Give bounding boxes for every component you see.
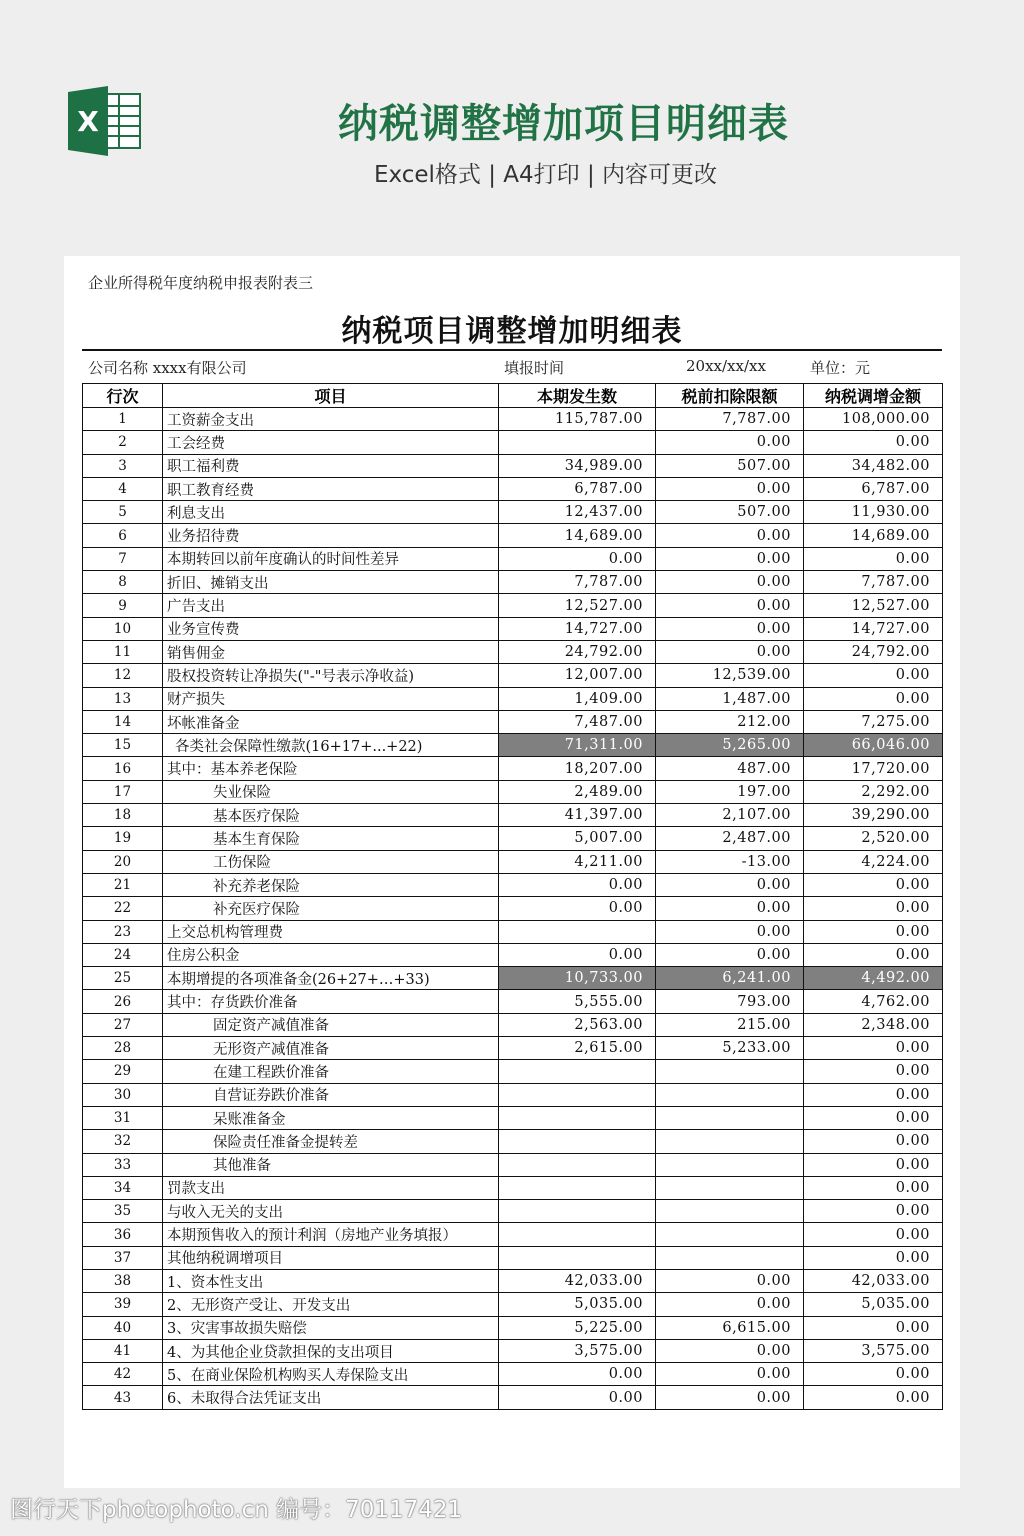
item-cell: 补充养老保险 <box>163 873 499 896</box>
row-number-cell: 28 <box>83 1037 163 1060</box>
adjustment-amount-cell: 3,575.00 <box>804 1339 943 1362</box>
table-row <box>83 547 943 570</box>
item-cell: 财产损失 <box>163 687 499 710</box>
row-number-cell: 3 <box>83 454 163 477</box>
table-row <box>83 1083 943 1106</box>
deduction-limit-cell <box>656 1083 804 1106</box>
deduction-limit-cell: 197.00 <box>656 780 804 803</box>
document-sheet <box>64 256 960 1488</box>
fill-time-label: 填报时间 <box>504 359 565 377</box>
item-cell: 固定资产减值准备 <box>163 1013 499 1036</box>
current-amount-cell: 12,527.00 <box>499 594 656 617</box>
table-row <box>83 1106 943 1129</box>
table-header-row <box>83 384 943 408</box>
adjustment-amount-cell: 7,787.00 <box>804 571 943 594</box>
current-amount-cell: 3,575.00 <box>499 1339 656 1362</box>
table-row <box>83 967 943 990</box>
company-name: 公司名称 xxxx有限公司 <box>88 359 247 377</box>
table-row <box>83 920 943 943</box>
header-item: 项目 <box>163 384 499 408</box>
table-row <box>83 1153 943 1176</box>
table-row <box>83 617 943 640</box>
row-number-cell: 37 <box>83 1246 163 1269</box>
adjustment-amount-cell: 6,787.00 <box>804 477 943 500</box>
current-amount-cell: 5,035.00 <box>499 1293 656 1316</box>
table-row <box>83 408 943 431</box>
table-row <box>83 1060 943 1083</box>
row-number-cell: 15 <box>83 734 163 757</box>
table-row <box>83 524 943 547</box>
table-body <box>83 408 943 1410</box>
adjustment-amount-cell: 14,689.00 <box>804 524 943 547</box>
row-number-cell: 41 <box>83 1339 163 1362</box>
table-row <box>83 1339 943 1362</box>
item-cell: 业务招待费 <box>163 524 499 547</box>
item-cell: 保险责任准备金提转差 <box>163 1130 499 1153</box>
item-cell: 其中：基本养老保险 <box>163 757 499 780</box>
adjustment-amount-cell: 0.00 <box>804 1200 943 1223</box>
current-amount-cell: 24,792.00 <box>499 640 656 663</box>
header-deduction-limit: 税前扣除限额 <box>656 384 804 408</box>
current-amount-cell <box>499 1223 656 1246</box>
deduction-limit-cell: 1,487.00 <box>656 687 804 710</box>
deduction-limit-cell: 0.00 <box>656 1269 804 1292</box>
adjustment-amount-cell: 0.00 <box>804 1316 943 1339</box>
table-row <box>83 897 943 920</box>
row-number-cell: 29 <box>83 1060 163 1083</box>
deduction-limit-cell: 0.00 <box>656 640 804 663</box>
adjustment-amount-cell: 0.00 <box>804 1223 943 1246</box>
current-amount-cell: 0.00 <box>499 897 656 920</box>
current-amount-cell: 14,727.00 <box>499 617 656 640</box>
row-number-cell: 22 <box>83 897 163 920</box>
item-cell: 其中：存货跌价准备 <box>163 990 499 1013</box>
item-cell: 2、无形资产受让、开发支出 <box>163 1293 499 1316</box>
deduction-limit-cell: 2,107.00 <box>656 804 804 827</box>
adjustment-amount-cell: 0.00 <box>804 1130 943 1153</box>
deduction-limit-cell <box>656 1200 804 1223</box>
item-cell: 工资薪金支出 <box>163 408 499 431</box>
current-amount-cell <box>499 1106 656 1129</box>
table-row <box>83 804 943 827</box>
item-cell: 6、未取得合法凭证支出 <box>163 1386 499 1409</box>
current-amount-cell <box>499 1060 656 1083</box>
row-number-cell: 24 <box>83 943 163 966</box>
row-number-cell: 11 <box>83 640 163 663</box>
row-number-cell: 23 <box>83 920 163 943</box>
adjustment-amount-cell: 4,492.00 <box>804 967 943 990</box>
row-number-cell: 33 <box>83 1153 163 1176</box>
adjustment-amount-cell: 42,033.00 <box>804 1269 943 1292</box>
deduction-limit-cell: 0.00 <box>656 920 804 943</box>
table-row <box>83 640 943 663</box>
adjustment-amount-cell: 4,762.00 <box>804 990 943 1013</box>
table-row <box>83 734 943 757</box>
tax-adjustment-table <box>82 383 943 1410</box>
table-row <box>83 1037 943 1060</box>
row-number-cell: 42 <box>83 1363 163 1386</box>
item-cell: 罚款支出 <box>163 1176 499 1199</box>
item-cell: 坏帐准备金 <box>163 710 499 733</box>
adjustment-amount-cell: 0.00 <box>804 1176 943 1199</box>
adjustment-amount-cell: 39,290.00 <box>804 804 943 827</box>
table-row <box>83 454 943 477</box>
deduction-limit-cell: 12,539.00 <box>656 664 804 687</box>
current-amount-cell: 10,733.00 <box>499 967 656 990</box>
current-amount-cell: 0.00 <box>499 873 656 896</box>
fill-time-value: 20xx/xx/xx <box>686 357 766 375</box>
current-amount-cell <box>499 920 656 943</box>
item-cell: 业务宣传费 <box>163 617 499 640</box>
table-row <box>83 1130 943 1153</box>
adjustment-amount-cell: 0.00 <box>804 943 943 966</box>
row-number-cell: 16 <box>83 757 163 780</box>
row-number-cell: 20 <box>83 850 163 873</box>
current-amount-cell: 12,437.00 <box>499 501 656 524</box>
deduction-limit-cell: 0.00 <box>656 547 804 570</box>
deduction-limit-cell: 2,487.00 <box>656 827 804 850</box>
item-cell: 与收入无关的支出 <box>163 1200 499 1223</box>
adjustment-amount-cell: 4,224.00 <box>804 850 943 873</box>
row-number-cell: 1 <box>83 408 163 431</box>
deduction-limit-cell: 5,265.00 <box>656 734 804 757</box>
table-row <box>83 780 943 803</box>
row-number-cell: 4 <box>83 477 163 500</box>
item-cell: 销售佣金 <box>163 640 499 663</box>
table-row <box>83 1269 943 1292</box>
item-cell: 补充医疗保险 <box>163 897 499 920</box>
adjustment-amount-cell: 0.00 <box>804 1106 943 1129</box>
deduction-limit-cell: 0.00 <box>656 571 804 594</box>
adjustment-amount-cell: 2,520.00 <box>804 827 943 850</box>
table-row <box>83 664 943 687</box>
row-number-cell: 40 <box>83 1316 163 1339</box>
banner-title: 纳税调整增加项目明细表 <box>338 101 789 147</box>
row-number-cell: 18 <box>83 804 163 827</box>
current-amount-cell: 0.00 <box>499 1386 656 1409</box>
deduction-limit-cell: 5,233.00 <box>656 1037 804 1060</box>
table-row <box>83 1246 943 1269</box>
adjustment-amount-cell: 0.00 <box>804 1060 943 1083</box>
current-amount-cell: 6,787.00 <box>499 477 656 500</box>
deduction-limit-cell <box>656 1106 804 1129</box>
table-row <box>83 873 943 896</box>
row-number-cell: 17 <box>83 780 163 803</box>
item-cell: 5、在商业保险机构购买人寿保险支出 <box>163 1363 499 1386</box>
adjustment-amount-cell: 2,348.00 <box>804 1013 943 1036</box>
adjustment-amount-cell: 12,527.00 <box>804 594 943 617</box>
adjustment-amount-cell: 0.00 <box>804 897 943 920</box>
item-cell: 广告支出 <box>163 594 499 617</box>
table-row <box>83 501 943 524</box>
current-amount-cell: 71,311.00 <box>499 734 656 757</box>
adjustment-amount-cell: 7,275.00 <box>804 710 943 733</box>
deduction-limit-cell: 0.00 <box>656 873 804 896</box>
deduction-limit-cell: 507.00 <box>656 501 804 524</box>
row-number-cell: 25 <box>83 967 163 990</box>
deduction-limit-cell: 0.00 <box>656 594 804 617</box>
adjustment-amount-cell: 0.00 <box>804 431 943 454</box>
deduction-limit-cell: 487.00 <box>656 757 804 780</box>
header-current-amount: 本期发生数 <box>499 384 656 408</box>
table-row <box>83 1200 943 1223</box>
adjustment-amount-cell: 108,000.00 <box>804 408 943 431</box>
adjustment-amount-cell: 0.00 <box>804 920 943 943</box>
table-row <box>83 1386 943 1409</box>
table-row <box>83 1013 943 1036</box>
item-cell: 职工教育经费 <box>163 477 499 500</box>
row-number-cell: 19 <box>83 827 163 850</box>
item-cell: 在建工程跌价准备 <box>163 1060 499 1083</box>
deduction-limit-cell <box>656 1223 804 1246</box>
deduction-limit-cell: 0.00 <box>656 1293 804 1316</box>
table-row <box>83 1293 943 1316</box>
adjustment-amount-cell: 2,292.00 <box>804 780 943 803</box>
item-cell: 3、灾害事故损失赔偿 <box>163 1316 499 1339</box>
row-number-cell: 10 <box>83 617 163 640</box>
adjustment-amount-cell: 17,720.00 <box>804 757 943 780</box>
deduction-limit-cell <box>656 1176 804 1199</box>
table-row <box>83 710 943 733</box>
current-amount-cell: 2,489.00 <box>499 780 656 803</box>
excel-icon <box>68 86 142 156</box>
deduction-limit-cell <box>656 1153 804 1176</box>
table-row <box>83 431 943 454</box>
item-cell: 上交总机构管理费 <box>163 920 499 943</box>
row-number-cell: 32 <box>83 1130 163 1153</box>
item-cell: 工伤保险 <box>163 850 499 873</box>
document-title: 纳税项目调整增加明细表 <box>341 314 683 349</box>
excel-logo-letter: X <box>77 105 99 138</box>
current-amount-cell <box>499 1153 656 1176</box>
table-row <box>83 1176 943 1199</box>
row-number-cell: 43 <box>83 1386 163 1409</box>
deduction-limit-cell: 0.00 <box>656 617 804 640</box>
deduction-limit-cell: 0.00 <box>656 1386 804 1409</box>
adjustment-amount-cell: 14,727.00 <box>804 617 943 640</box>
deduction-limit-cell: 0.00 <box>656 431 804 454</box>
current-amount-cell: 14,689.00 <box>499 524 656 547</box>
table-row <box>83 687 943 710</box>
deduction-limit-cell: 793.00 <box>656 990 804 1013</box>
row-number-cell: 34 <box>83 1176 163 1199</box>
header-adjustment-amount: 纳税调增金额 <box>804 384 943 408</box>
current-amount-cell <box>499 1083 656 1106</box>
current-amount-cell <box>499 1176 656 1199</box>
banner-subtitle: Excel格式 | A4打印 | 内容可更改 <box>374 162 718 188</box>
current-amount-cell <box>499 1246 656 1269</box>
deduction-limit-cell: 6,241.00 <box>656 967 804 990</box>
current-amount-cell: 0.00 <box>499 943 656 966</box>
item-cell: 无形资产减值准备 <box>163 1037 499 1060</box>
row-number-cell: 6 <box>83 524 163 547</box>
deduction-limit-cell: 7,787.00 <box>656 408 804 431</box>
current-amount-cell: 1,409.00 <box>499 687 656 710</box>
row-number-cell: 2 <box>83 431 163 454</box>
adjustment-amount-cell: 0.00 <box>804 873 943 896</box>
current-amount-cell: 2,563.00 <box>499 1013 656 1036</box>
current-amount-cell: 2,615.00 <box>499 1037 656 1060</box>
table-row <box>83 571 943 594</box>
title-divider <box>82 349 942 351</box>
adjustment-amount-cell: 34,482.00 <box>804 454 943 477</box>
table-row <box>83 990 943 1013</box>
row-number-cell: 8 <box>83 571 163 594</box>
item-cell: 自营证券跌价准备 <box>163 1083 499 1106</box>
table-row <box>83 850 943 873</box>
row-number-cell: 7 <box>83 547 163 570</box>
adjustment-amount-cell: 0.00 <box>804 1037 943 1060</box>
item-cell: 基本医疗保险 <box>163 804 499 827</box>
adjustment-amount-cell: 0.00 <box>804 1083 943 1106</box>
deduction-limit-cell <box>656 1130 804 1153</box>
table-row <box>83 1223 943 1246</box>
item-cell: 利息支出 <box>163 501 499 524</box>
table-row <box>83 1363 943 1386</box>
current-amount-cell: 115,787.00 <box>499 408 656 431</box>
current-amount-cell <box>499 431 656 454</box>
deduction-limit-cell: 0.00 <box>656 1339 804 1362</box>
current-amount-cell: 34,989.00 <box>499 454 656 477</box>
table-row <box>83 943 943 966</box>
table-row <box>83 827 943 850</box>
current-amount-cell: 4,211.00 <box>499 850 656 873</box>
deduction-limit-cell <box>656 1246 804 1269</box>
row-number-cell: 14 <box>83 710 163 733</box>
form-reference: 企业所得税年度纳税申报表附表三 <box>88 274 314 292</box>
adjustment-amount-cell: 11,930.00 <box>804 501 943 524</box>
deduction-limit-cell: 507.00 <box>656 454 804 477</box>
current-amount-cell: 0.00 <box>499 1363 656 1386</box>
row-number-cell: 13 <box>83 687 163 710</box>
current-amount-cell: 7,787.00 <box>499 571 656 594</box>
adjustment-amount-cell: 0.00 <box>804 1363 943 1386</box>
adjustment-amount-cell: 0.00 <box>804 547 943 570</box>
current-amount-cell: 18,207.00 <box>499 757 656 780</box>
item-cell: 折旧、摊销支出 <box>163 571 499 594</box>
row-number-cell: 30 <box>83 1083 163 1106</box>
item-cell: 呆账准备金 <box>163 1106 499 1129</box>
item-cell: 其他准备 <box>163 1153 499 1176</box>
table-row <box>83 1316 943 1339</box>
adjustment-amount-cell: 0.00 <box>804 1153 943 1176</box>
current-amount-cell: 5,555.00 <box>499 990 656 1013</box>
row-number-cell: 26 <box>83 990 163 1013</box>
item-cell: 4、为其他企业贷款担保的支出项目 <box>163 1339 499 1362</box>
item-cell: 本期预售收入的预计利润（房地产业务填报） <box>163 1223 499 1246</box>
item-cell: 职工福利费 <box>163 454 499 477</box>
item-cell: 本期转回以前年度确认的时间性差异 <box>163 547 499 570</box>
current-amount-cell: 5,007.00 <box>499 827 656 850</box>
deduction-limit-cell: 212.00 <box>656 710 804 733</box>
table-row <box>83 757 943 780</box>
unit-label: 单位：元 <box>810 359 871 377</box>
row-number-cell: 38 <box>83 1269 163 1292</box>
table-row <box>83 477 943 500</box>
adjustment-amount-cell: 0.00 <box>804 1246 943 1269</box>
item-cell: 工会经费 <box>163 431 499 454</box>
item-cell: 股权投资转让净损失("-"号表示净收益) <box>163 664 499 687</box>
row-number-cell: 27 <box>83 1013 163 1036</box>
adjustment-amount-cell: 5,035.00 <box>804 1293 943 1316</box>
current-amount-cell: 42,033.00 <box>499 1269 656 1292</box>
row-number-cell: 31 <box>83 1106 163 1129</box>
row-number-cell: 5 <box>83 501 163 524</box>
header-row-number: 行次 <box>83 384 163 408</box>
adjustment-amount-cell: 0.00 <box>804 664 943 687</box>
current-amount-cell: 5,225.00 <box>499 1316 656 1339</box>
current-amount-cell: 0.00 <box>499 547 656 570</box>
deduction-limit-cell <box>656 1060 804 1083</box>
deduction-limit-cell: 0.00 <box>656 943 804 966</box>
deduction-limit-cell: 0.00 <box>656 1363 804 1386</box>
current-amount-cell <box>499 1200 656 1223</box>
adjustment-amount-cell: 0.00 <box>804 1386 943 1409</box>
row-number-cell: 12 <box>83 664 163 687</box>
current-amount-cell: 41,397.00 <box>499 804 656 827</box>
current-amount-cell <box>499 1130 656 1153</box>
item-cell: 其他纳税调增项目 <box>163 1246 499 1269</box>
adjustment-amount-cell: 24,792.00 <box>804 640 943 663</box>
deduction-limit-cell: 6,615.00 <box>656 1316 804 1339</box>
table-row <box>83 594 943 617</box>
deduction-limit-cell: 0.00 <box>656 477 804 500</box>
row-number-cell: 9 <box>83 594 163 617</box>
current-amount-cell: 7,487.00 <box>499 710 656 733</box>
adjustment-amount-cell: 66,046.00 <box>804 734 943 757</box>
watermark: 图行天下photophoto.cn 编号：70117421 <box>10 1497 463 1523</box>
deduction-limit-cell: 0.00 <box>656 897 804 920</box>
banner <box>0 0 1024 256</box>
item-cell: 1、资本性支出 <box>163 1269 499 1292</box>
item-cell: 本期增提的各项准备金(26+27+…+33) <box>163 967 499 990</box>
row-number-cell: 39 <box>83 1293 163 1316</box>
row-number-cell: 36 <box>83 1223 163 1246</box>
row-number-cell: 35 <box>83 1200 163 1223</box>
row-number-cell: 21 <box>83 873 163 896</box>
deduction-limit-cell: 215.00 <box>656 1013 804 1036</box>
deduction-limit-cell: 0.00 <box>656 524 804 547</box>
adjustment-amount-cell: 0.00 <box>804 687 943 710</box>
current-amount-cell: 12,007.00 <box>499 664 656 687</box>
item-cell: 各类社会保障性缴款(16+17+...+22) <box>163 734 499 757</box>
item-cell: 基本生育保险 <box>163 827 499 850</box>
deduction-limit-cell: -13.00 <box>656 850 804 873</box>
item-cell: 失业保险 <box>163 780 499 803</box>
item-cell: 住房公积金 <box>163 943 499 966</box>
